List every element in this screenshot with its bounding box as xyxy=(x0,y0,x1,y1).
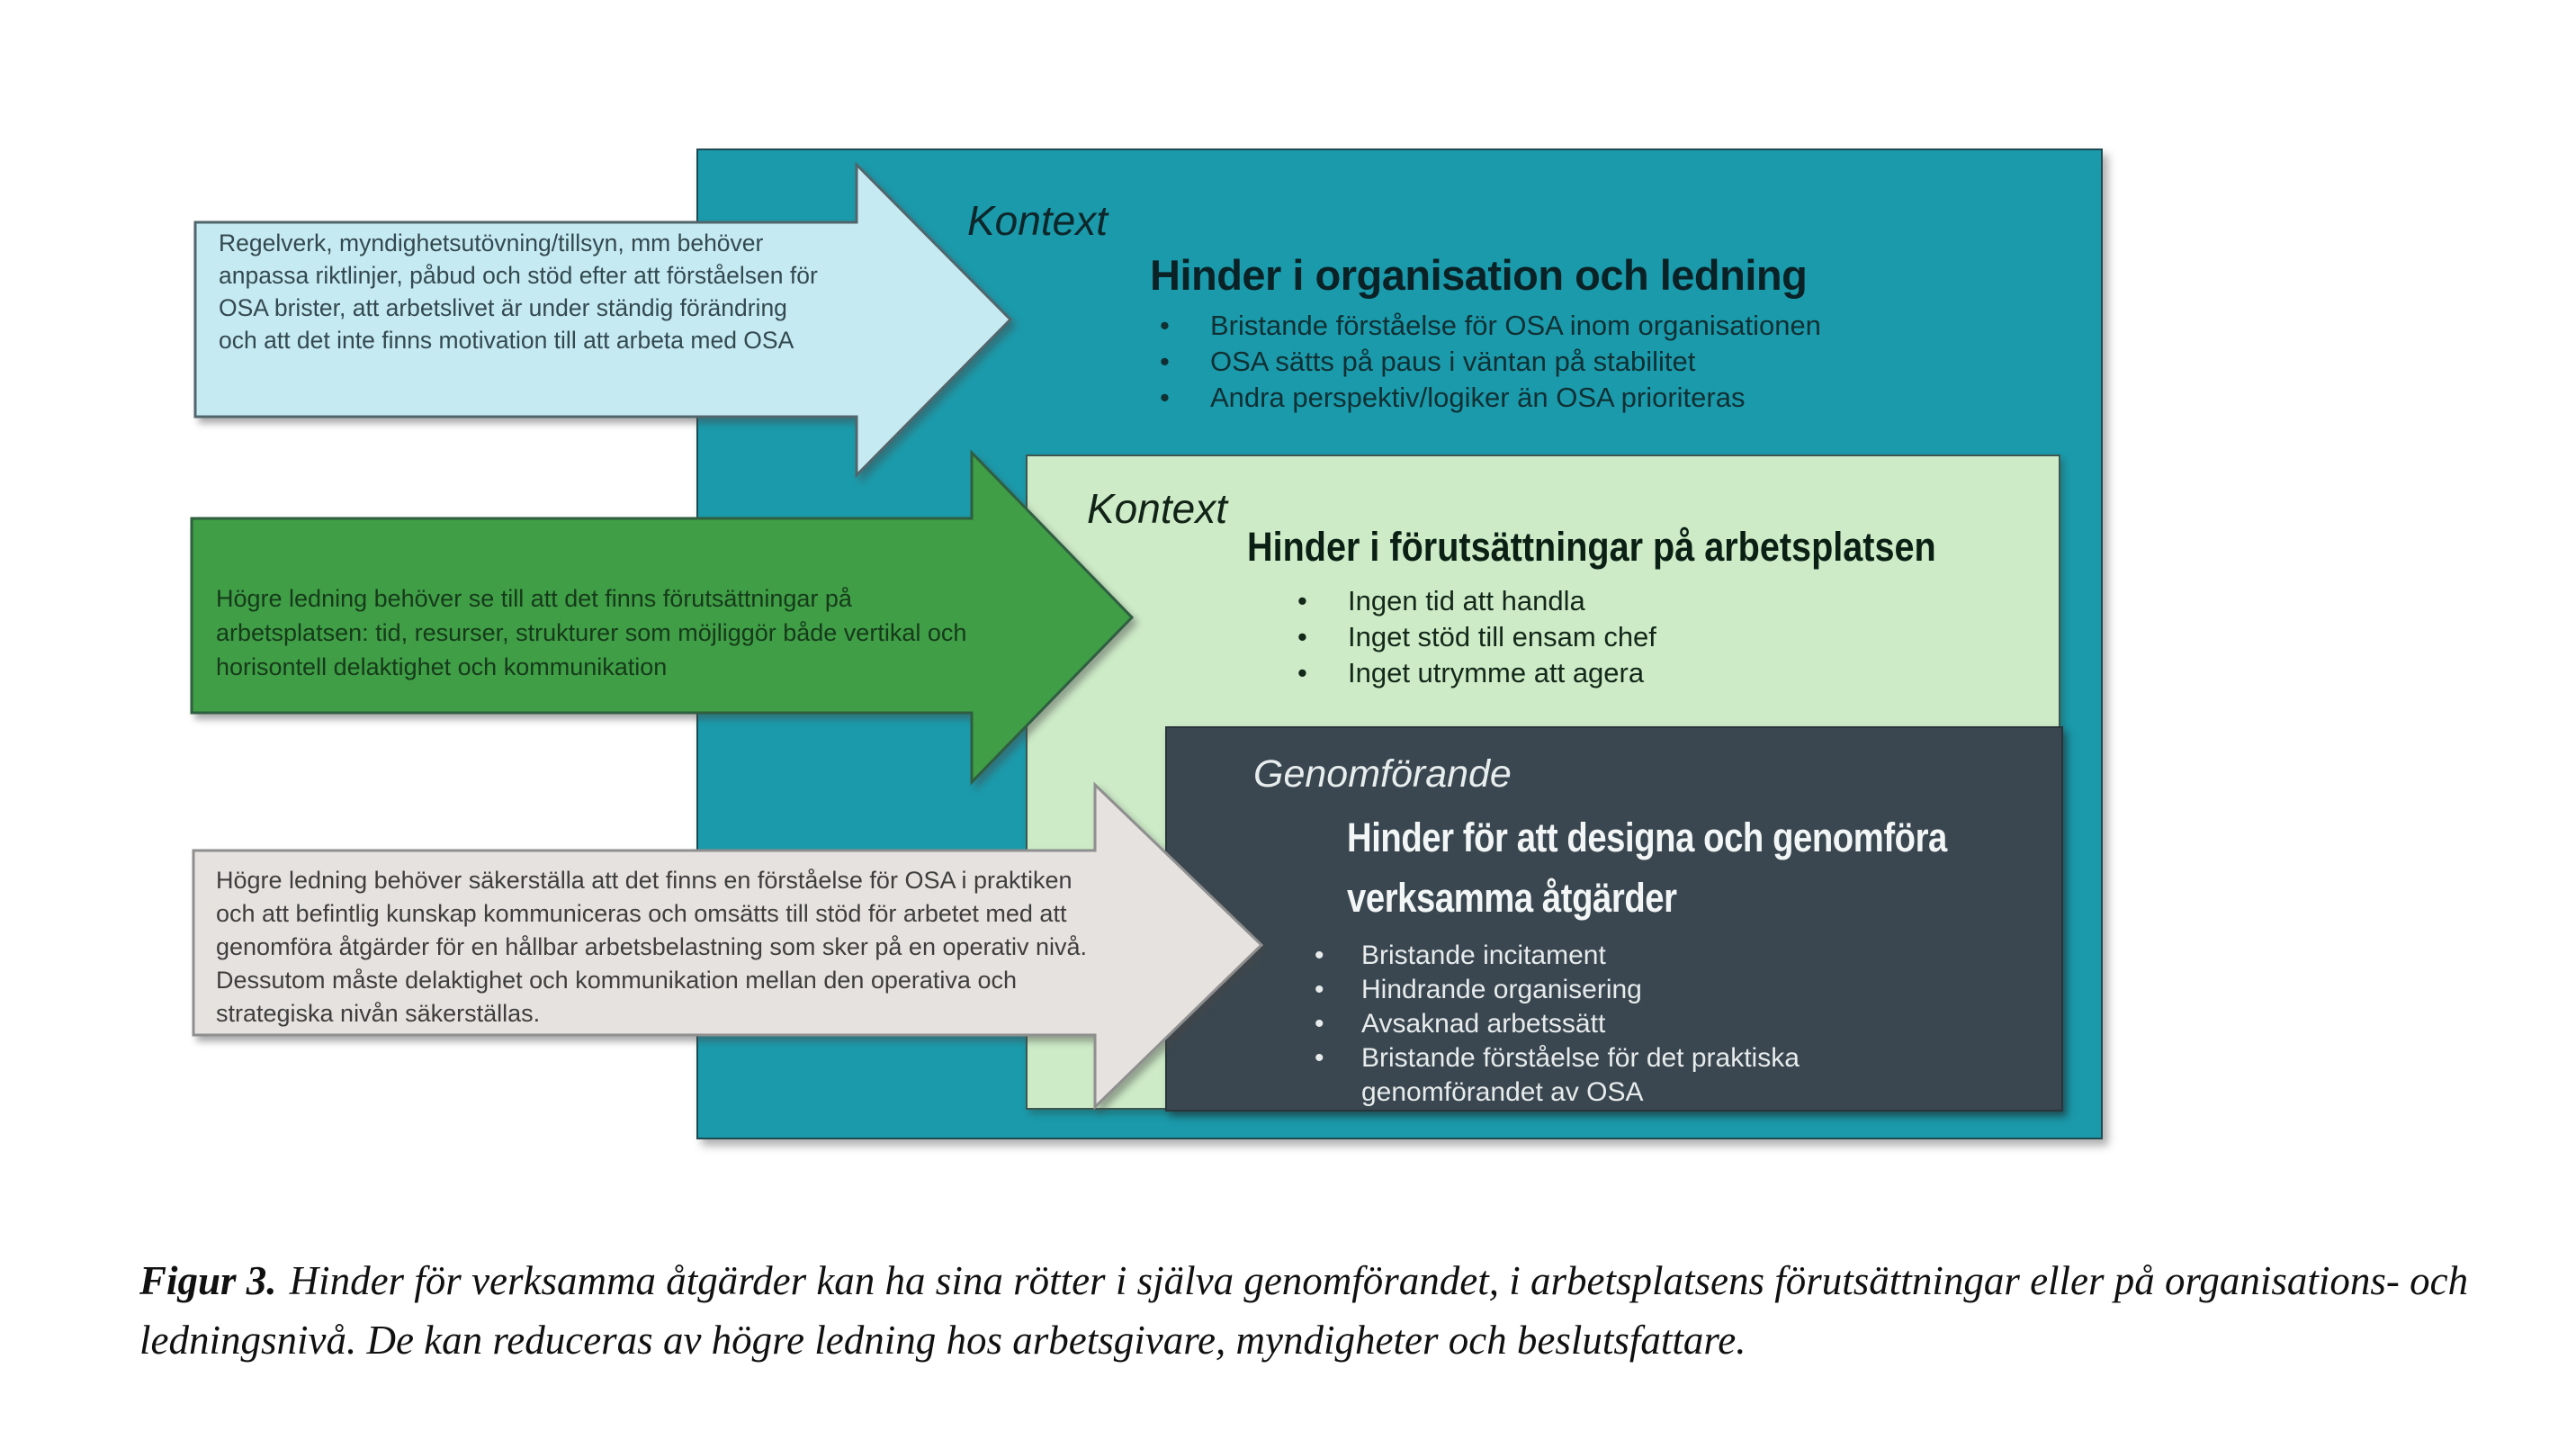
bullet-item: • Bristande förståelse för det praktiska genomförandet av OSA xyxy=(1309,1041,1930,1110)
section-workplace-title: Hinder i förutsättningar på arbetsplatsen xyxy=(1247,524,1936,570)
figure-caption-text: Hinder för verksamma åtgärder kan ha sina rötter i själva genomförandet, i arbetsplatsens förutsättningar eller på organisations- och ledningsnivå. De kan reduceras av högre ledning hos arbetsgivare, myndigheter och beslutsfattare. xyxy=(139,1258,2469,1363)
section-implementation-title: Hinder för att designa och genomföra verksamma åtgärder xyxy=(1347,814,1947,921)
bullet-item: • Bristande incitament xyxy=(1309,939,1930,973)
section-organisation-context-label: Kontext xyxy=(967,197,1108,244)
bullet-item: • Bristande förståelse för OSA inom organisationen xyxy=(1154,308,1821,344)
figure-caption-number: Figur 3. xyxy=(139,1258,277,1303)
management-implementation-arrow-text: Högre ledning behöver säkerställa att det finns en förståelse för OSA i praktiken och att befintlig kunskap kommuniceras och omsätts till stöd för arbetet med att genomföra åtgärder för en hållbar arbetsbelastning som sker på en operativ nivå. Dessutom måste delaktighet och kommunikation mellan den operativa och strategiska nivån säkerställas. xyxy=(216,867,1088,1027)
section-organisation-title: Hinder i organisation och ledning xyxy=(1150,251,1808,299)
bullet-item: • Andra perspektiv/logiker än OSA prioriteras xyxy=(1154,380,1821,416)
section-implementation-bullets xyxy=(1309,939,1930,1110)
section-workplace-bullets xyxy=(1292,583,1656,691)
section-organisation-bullets xyxy=(1154,308,1821,416)
bullet-item: • Inget stöd till ensam chef xyxy=(1292,619,1656,655)
bullet-item: • OSA sätts på paus i väntan på stabilitet xyxy=(1154,344,1821,380)
bullet-item: • Ingen tid att handla xyxy=(1292,583,1656,619)
regulation-context-arrow-text: Regelverk, myndighetsutövning/tillsyn, mm behöver anpassa riktlinjer, påbud och stöd efter att förståelsen för OSA brister, att arbetslivet är under ständig förändring och att det inte finns motivation till att arbeta med OSA xyxy=(219,230,818,354)
figure-caption xyxy=(139,1251,2470,1370)
bullet-item: • Inget utrymme att agera xyxy=(1292,655,1656,691)
section-workplace-context-label: Kontext xyxy=(1087,485,1227,532)
management-workplace-arrow-text: Högre ledning behöver se till att det finns förutsättningar på arbetsplatsen: tid, resurser, strukturer som möjliggör både vertikal och horisontell delaktighet och kommunikation xyxy=(216,585,967,680)
bullet-item: • Avsaknad arbetssätt xyxy=(1309,1007,1930,1041)
section-implementation-context-label: Genomförande xyxy=(1253,752,1512,796)
bullet-item: • Hindrande organisering xyxy=(1309,973,1930,1007)
